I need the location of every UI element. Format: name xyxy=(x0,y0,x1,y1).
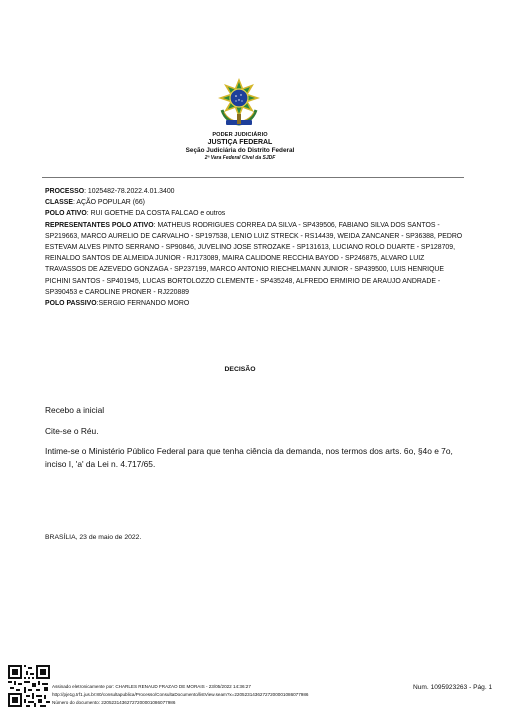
header-line-4: 2ª Vara Federal Cível da SJDF xyxy=(204,155,276,161)
polo-passivo-label: POLO PASSIVO xyxy=(45,300,97,308)
footer-docnum: Número do documento: 22052314362727200001086077986 xyxy=(52,700,176,705)
paragraph-intime: Intime-se o Ministério Público Federal para que tenha ciência da demanda, nos termos dos arts. 6o, §4o e 7o, inciso I, 'a' da Lei n. 4.717/65. xyxy=(45,446,453,469)
classe-row: CLASSE: AÇÃO POPULAR (66) xyxy=(45,199,145,207)
classe-label: CLASSE xyxy=(45,199,73,207)
representantes-label: REPRESENTANTES POLO ATIVO xyxy=(45,221,154,229)
document-title: DECISÃO xyxy=(224,366,256,373)
polo-ativo-value: RUI GOETHE DA COSTA FALCAO e outros xyxy=(90,210,226,218)
paragraph-cite: Cite-se o Réu. xyxy=(45,426,99,436)
polo-passivo-row: POLO PASSIVO:SERGIO FERNANDO MORO xyxy=(45,300,190,308)
classe-value: AÇÃO POPULAR (66) xyxy=(76,199,145,207)
processo-label: PROCESSO xyxy=(45,188,85,195)
qr-code-icon[interactable] xyxy=(8,665,50,707)
polo-ativo-label: POLO ATIVO xyxy=(45,210,87,218)
processo-row: PROCESSO: 1025482-78.2022.4.01.3400 xyxy=(45,188,175,195)
place-date: BRASÍLIA, 23 de maio de 2022. xyxy=(45,534,142,541)
coat-of-arms-icon xyxy=(212,76,266,130)
header-line-3: Seção Judiciária do Distrito Federal xyxy=(185,147,295,154)
header-divider xyxy=(42,177,464,178)
footer-url[interactable]: http://pje1g.trf1.jus.br:80/consultapublica/Processo/ConsultaDocumento/listView.seam?x=22052314362727200001086077986 xyxy=(52,692,309,697)
header-line-1: PODER JUDICIÁRIO xyxy=(212,132,268,138)
paragraph-receive: Recebo a inicial xyxy=(45,405,105,415)
page-number: Num. 1095923263 - Pág. 1 xyxy=(413,684,493,691)
processo-value: 1025482-78.2022.4.01.3400 xyxy=(87,188,175,195)
representantes-row: REPRESENTANTES POLO ATIVO: MATHEUS RODRIGUES CORREA DA SILVA - SP439506, FABIANO SILVA DOS SANTOS - SP219663, MARCO AURELIO DE CARVALHO - SP197538, LENIO LUIZ STRECK - RS14439, WEIDA ZANCANER - SP36388, PEDRO ESTEVAM ALVES PINTO SERRANO - SP90846, JUVELINO JOSE STROZAKE - SP131613, LUCIANO ROLO DUARTE - SP128709, REINALDO SANTOS DE ALMEIDA JUNIOR - RJ173089, MAIRA CALIDONE RECCHIA BAYOD - SP246875, ALVARO LUIZ TRAVASSOS DE AZEVEDO GONZAGA - SP237199, MARCO ANTONIO RIECHELMANN JUNIOR - SP439500, LUIS HENRIQUE PICHINI SANTOS - SP401945, LUCAS BORTOLOZZO CLEMENTE - SP435248, ALFREDO ERMIRIO DE ARAUJO ANDRADE - SP390453 e CAROLINE PRONER - RJ220889 xyxy=(45,221,463,296)
polo-ativo-row: POLO ATIVO: RUI GOETHE DA COSTA FALCAO e outros xyxy=(45,210,226,218)
representantes-value: MATHEUS RODRIGUES CORREA DA SILVA - SP439506, FABIANO SILVA DOS SANTOS - SP219663, MARCO AURELIO DE CARVALHO - SP197538, LENIO LUIZ STRECK - RS14439, WEIDA ZANCANER - SP36388, PEDRO ESTEVAM ALVES PINTO SERRANO - SP90846, JUVELINO JOSE STROZAKE - SP131613, LUCIANO ROLO DUARTE - SP128709, REINALDO SANTOS DE ALMEIDA JUNIOR - RJ173089, MAIRA CALIDONE RECCHIA BAYOD - SP246875, ALVARO LUIZ TRAVASSOS DE AZEVEDO GONZAGA - SP237199, MARCO ANTONIO RIECHELMANN JUNIOR - SP439500, LUIS HENRIQUE PICHINI SANTOS - SP401945, LUCAS BORTOLOZZO CLEMENTE - SP435248, ALFREDO ERMIRIO DE ARAUJO ANDRADE - SP390453 e CAROLINE PRONER - RJ220889 xyxy=(45,221,463,296)
polo-passivo-value: SERGIO FERNANDO MORO xyxy=(98,300,190,308)
footer-signed: Assinado eletronicamente por: CHARLES RENAUD FRAZAO DE MORAIS - 23/05/2022 14:36:27 xyxy=(52,684,251,689)
header-line-2: JUSTIÇA FEDERAL xyxy=(207,139,273,146)
case-metadata xyxy=(45,186,467,309)
